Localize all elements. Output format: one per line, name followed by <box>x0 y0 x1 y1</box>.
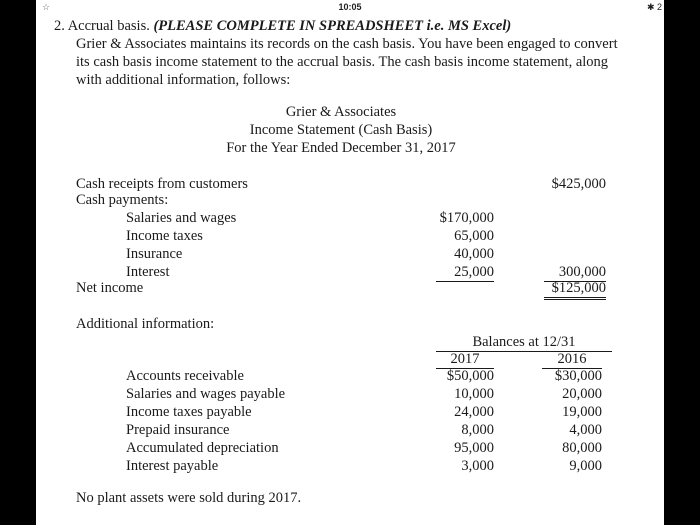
status-right-indicator: ✱ 2 <box>646 2 662 12</box>
problem-body-line: with additional information, follows: <box>76 72 291 88</box>
payment-value: 25,000 <box>436 264 494 282</box>
payment-value: 40,000 <box>454 246 494 262</box>
balance-label: Salaries and wages payable <box>126 386 286 402</box>
statement-title: Income Statement (Cash Basis) <box>249 122 433 138</box>
problem-title-emphasis: (PLEASE COMPLETE IN SPREADSHEET i.e. MS Excel) <box>153 18 512 34</box>
net-income-label: Net income <box>76 280 144 296</box>
balance-2016: 4,000 <box>569 422 602 438</box>
balance-label: Interest payable <box>126 458 219 474</box>
status-left-icon: ☆ <box>42 2 51 12</box>
problem-title <box>54 18 511 35</box>
balance-2017: 3,000 <box>461 458 494 474</box>
payment-label: Interest <box>126 264 170 280</box>
problem-body-line: Grier & Associates maintains its records on the cash basis. You have been engaged to convert <box>76 36 618 52</box>
problem-number: 2. <box>54 18 65 34</box>
balance-2016: 20,000 <box>562 386 602 402</box>
net-income-value: $125,000 <box>544 280 606 300</box>
balance-2017: 8,000 <box>461 422 494 438</box>
document-page <box>36 0 664 525</box>
payment-label: Insurance <box>126 246 183 262</box>
balance-2016: 9,000 <box>569 458 602 474</box>
balances-header: Balances at 12/31 <box>436 334 612 352</box>
footnote: No plant assets were sold during 2017. <box>76 490 302 506</box>
balance-2017: 10,000 <box>454 386 494 402</box>
problem-body-line: its cash basis income statement to the accrual basis. The cash basis income statement, along <box>76 54 609 70</box>
balance-label: Accounts receivable <box>126 368 244 384</box>
additional-heading: Additional information: <box>76 316 215 332</box>
balance-2017: 95,000 <box>454 440 494 456</box>
balance-label: Income taxes payable <box>126 404 252 420</box>
status-time: 10:05 <box>338 2 362 12</box>
balance-2016: 80,000 <box>562 440 602 456</box>
year-2016-header: 2016 <box>542 351 602 369</box>
balance-label: Accumulated depreciation <box>126 440 279 456</box>
year-2017-header: 2017 <box>436 351 494 369</box>
balance-2017: 24,000 <box>454 404 494 420</box>
balance-label: Prepaid insurance <box>126 422 230 438</box>
receipts-label: Cash receipts from customers <box>76 176 248 192</box>
status-bar <box>36 2 664 14</box>
balance-2016: $30,000 <box>554 368 602 384</box>
balance-2017: $50,000 <box>446 368 494 384</box>
balance-2016: 19,000 <box>562 404 602 420</box>
statement-period: For the Year Ended December 31, 2017 <box>226 140 456 156</box>
payment-label: Salaries and wages <box>126 210 237 226</box>
receipts-value: $425,000 <box>551 176 606 192</box>
payment-value: 65,000 <box>454 228 494 244</box>
payment-label: Income taxes <box>126 228 203 244</box>
payments-label: Cash payments: <box>76 192 169 208</box>
payment-value: $170,000 <box>439 210 494 226</box>
problem-title-plain: Accrual basis. <box>67 18 150 34</box>
statement-company: Grier & Associates <box>285 104 397 120</box>
payments-total: 300,000 <box>544 264 606 282</box>
